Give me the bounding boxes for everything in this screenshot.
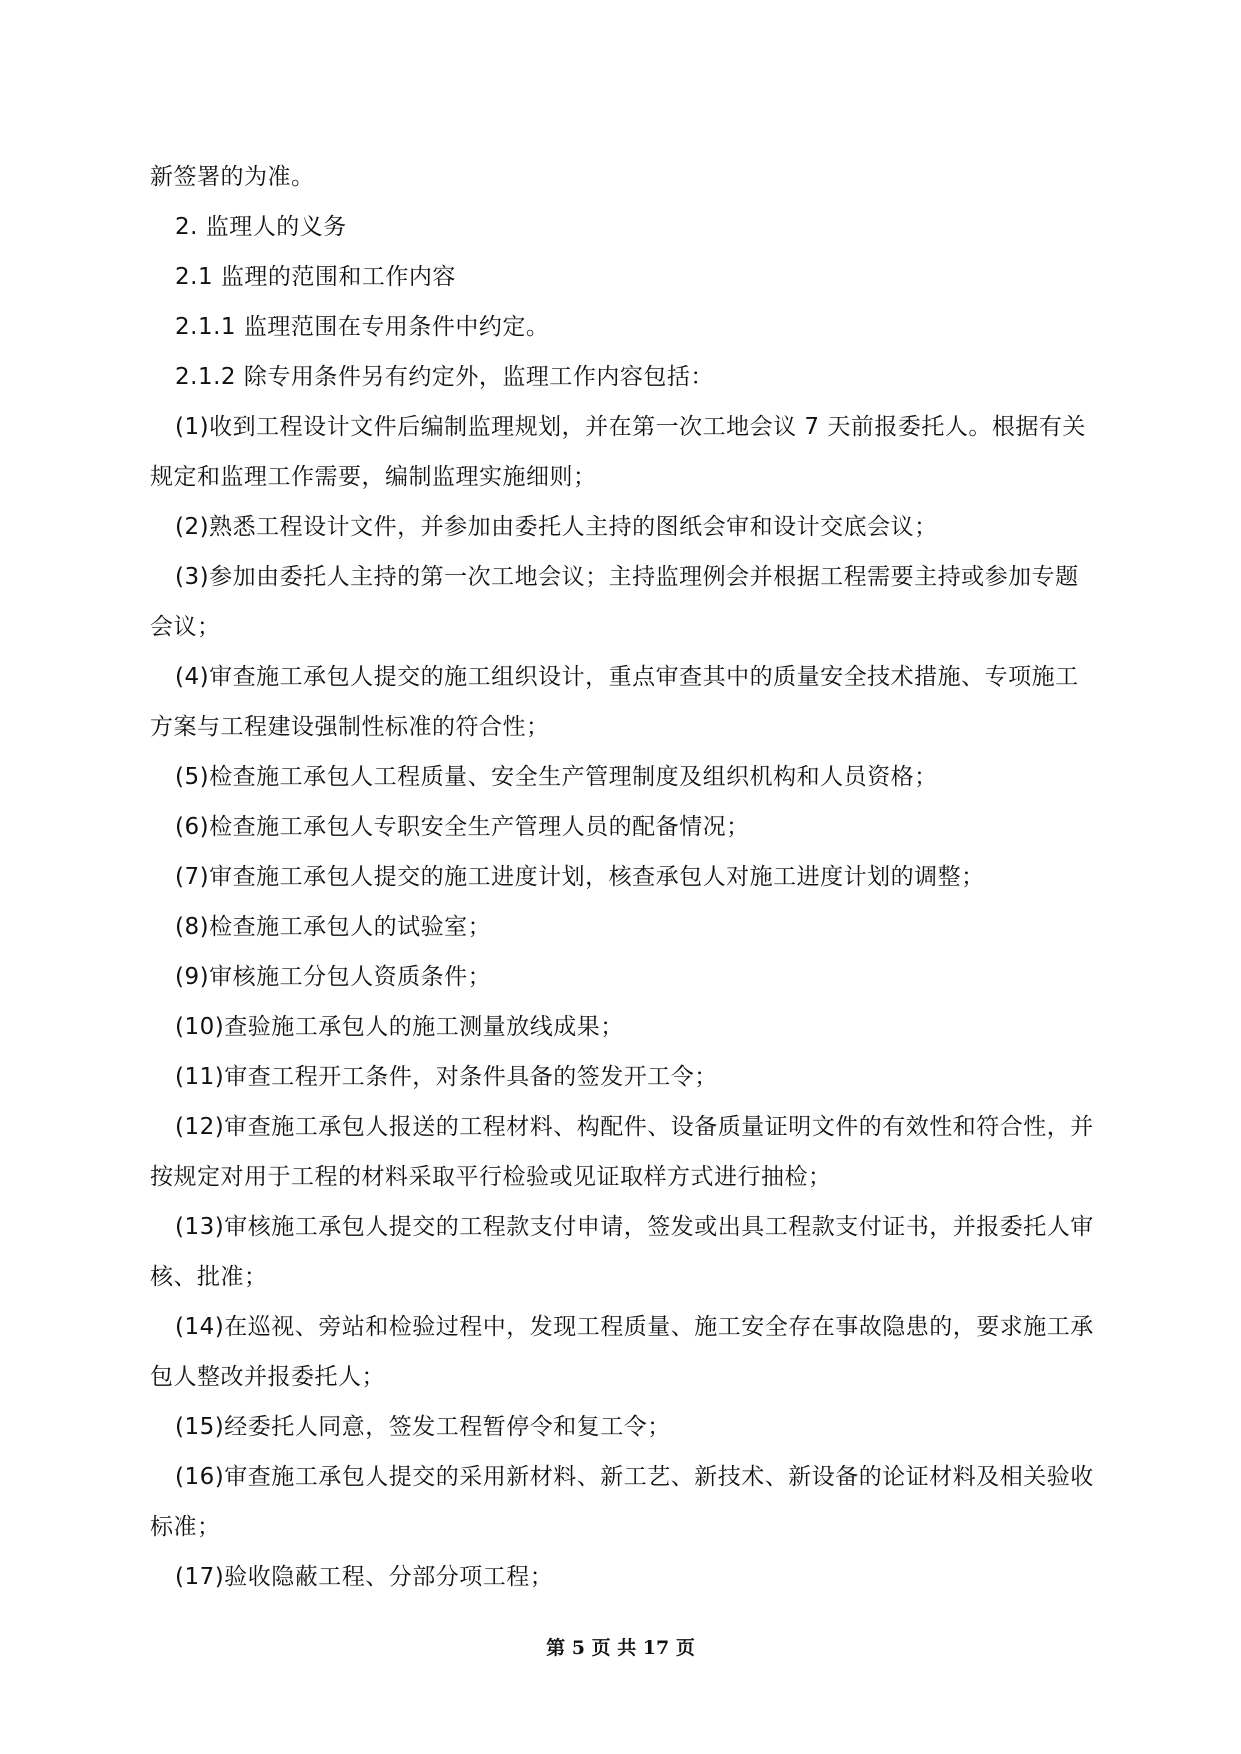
clause-paragraph: 2.1.2 除专用条件另有约定外，监理工作内容包括： [175,364,714,390]
clause-paragraph: (16)审查施工承包人提交的采用新材料、新工艺、新技术、新设备的论证材料及相关验收标准； [150,1464,1094,1540]
clause-paragraph: (14)在巡视、旁站和检验过程中，发现工程质量、施工安全存在事故隐患的，要求施工承包人整改并报委托人； [150,1314,1094,1390]
page-number: 第 5 页 共 17 页 [546,1637,695,1659]
clause-paragraph: (1)收到工程设计文件后编制监理规划，并在第一次工地会议 7 天前报委托人。根据有关规定和监理工作需要，编制监理实施细则； [150,414,1086,490]
clause-paragraph: (2)熟悉工程设计文件，并参加由委托人主持的图纸会审和设计交底会议； [175,514,938,540]
clause-paragraph: (9)审核施工分包人资质条件； [175,964,492,990]
clause-paragraph: (8)检查施工承包人的试验室； [175,914,492,940]
clause-paragraph: (6)检查施工承包人专职安全生产管理人员的配备情况； [175,814,750,840]
clause-paragraph: (5)检查施工承包人工程质量、安全生产管理制度及组织机构和人员资格； [175,764,938,790]
clause-paragraph: (4)审查施工承包人提交的施工组织设计，重点审查其中的质量安全技术措施、专项施工方案与工程建设强制性标准的符合性； [150,664,1079,740]
clause-paragraph: (17)验收隐蔽工程、分部分项工程； [175,1564,554,1590]
clause-paragraph: (10)查验施工承包人的施工测量放线成果； [175,1014,624,1040]
clause-paragraph: 2.1.1 监理范围在专用条件中约定。 [175,314,550,340]
continuation-paragraph: 新签署的为准。 [150,164,315,190]
clause-paragraph: (3)参加由委托人主持的第一次工地会议；主持监理例会并根据工程需要主持或参加专题会议； [150,564,1079,640]
document-body [150,152,1100,1602]
clause-paragraph: 2.1 监理的范围和工作内容 [175,264,456,290]
clause-paragraph: (13)审核施工承包人提交的工程款支付申请，签发或出具工程款支付证书，并报委托人审核、批准； [150,1214,1094,1290]
clause-paragraph: (7)审查施工承包人提交的施工进度计划，核查承包人对施工进度计划的调整； [175,864,985,890]
clause-paragraph: 2. 监理人的义务 [175,214,347,240]
clause-paragraph: (11)审查工程开工条件，对条件具备的签发开工令； [175,1064,718,1090]
clause-paragraph: (12)审查施工承包人报送的工程材料、构配件、设备质量证明文件的有效性和符合性，并按规定对用于工程的材料采取平行检验或见证取样方式进行抽检； [150,1114,1094,1190]
clause-paragraph: (15)经委托人同意，签发工程暂停令和复工令； [175,1414,671,1440]
